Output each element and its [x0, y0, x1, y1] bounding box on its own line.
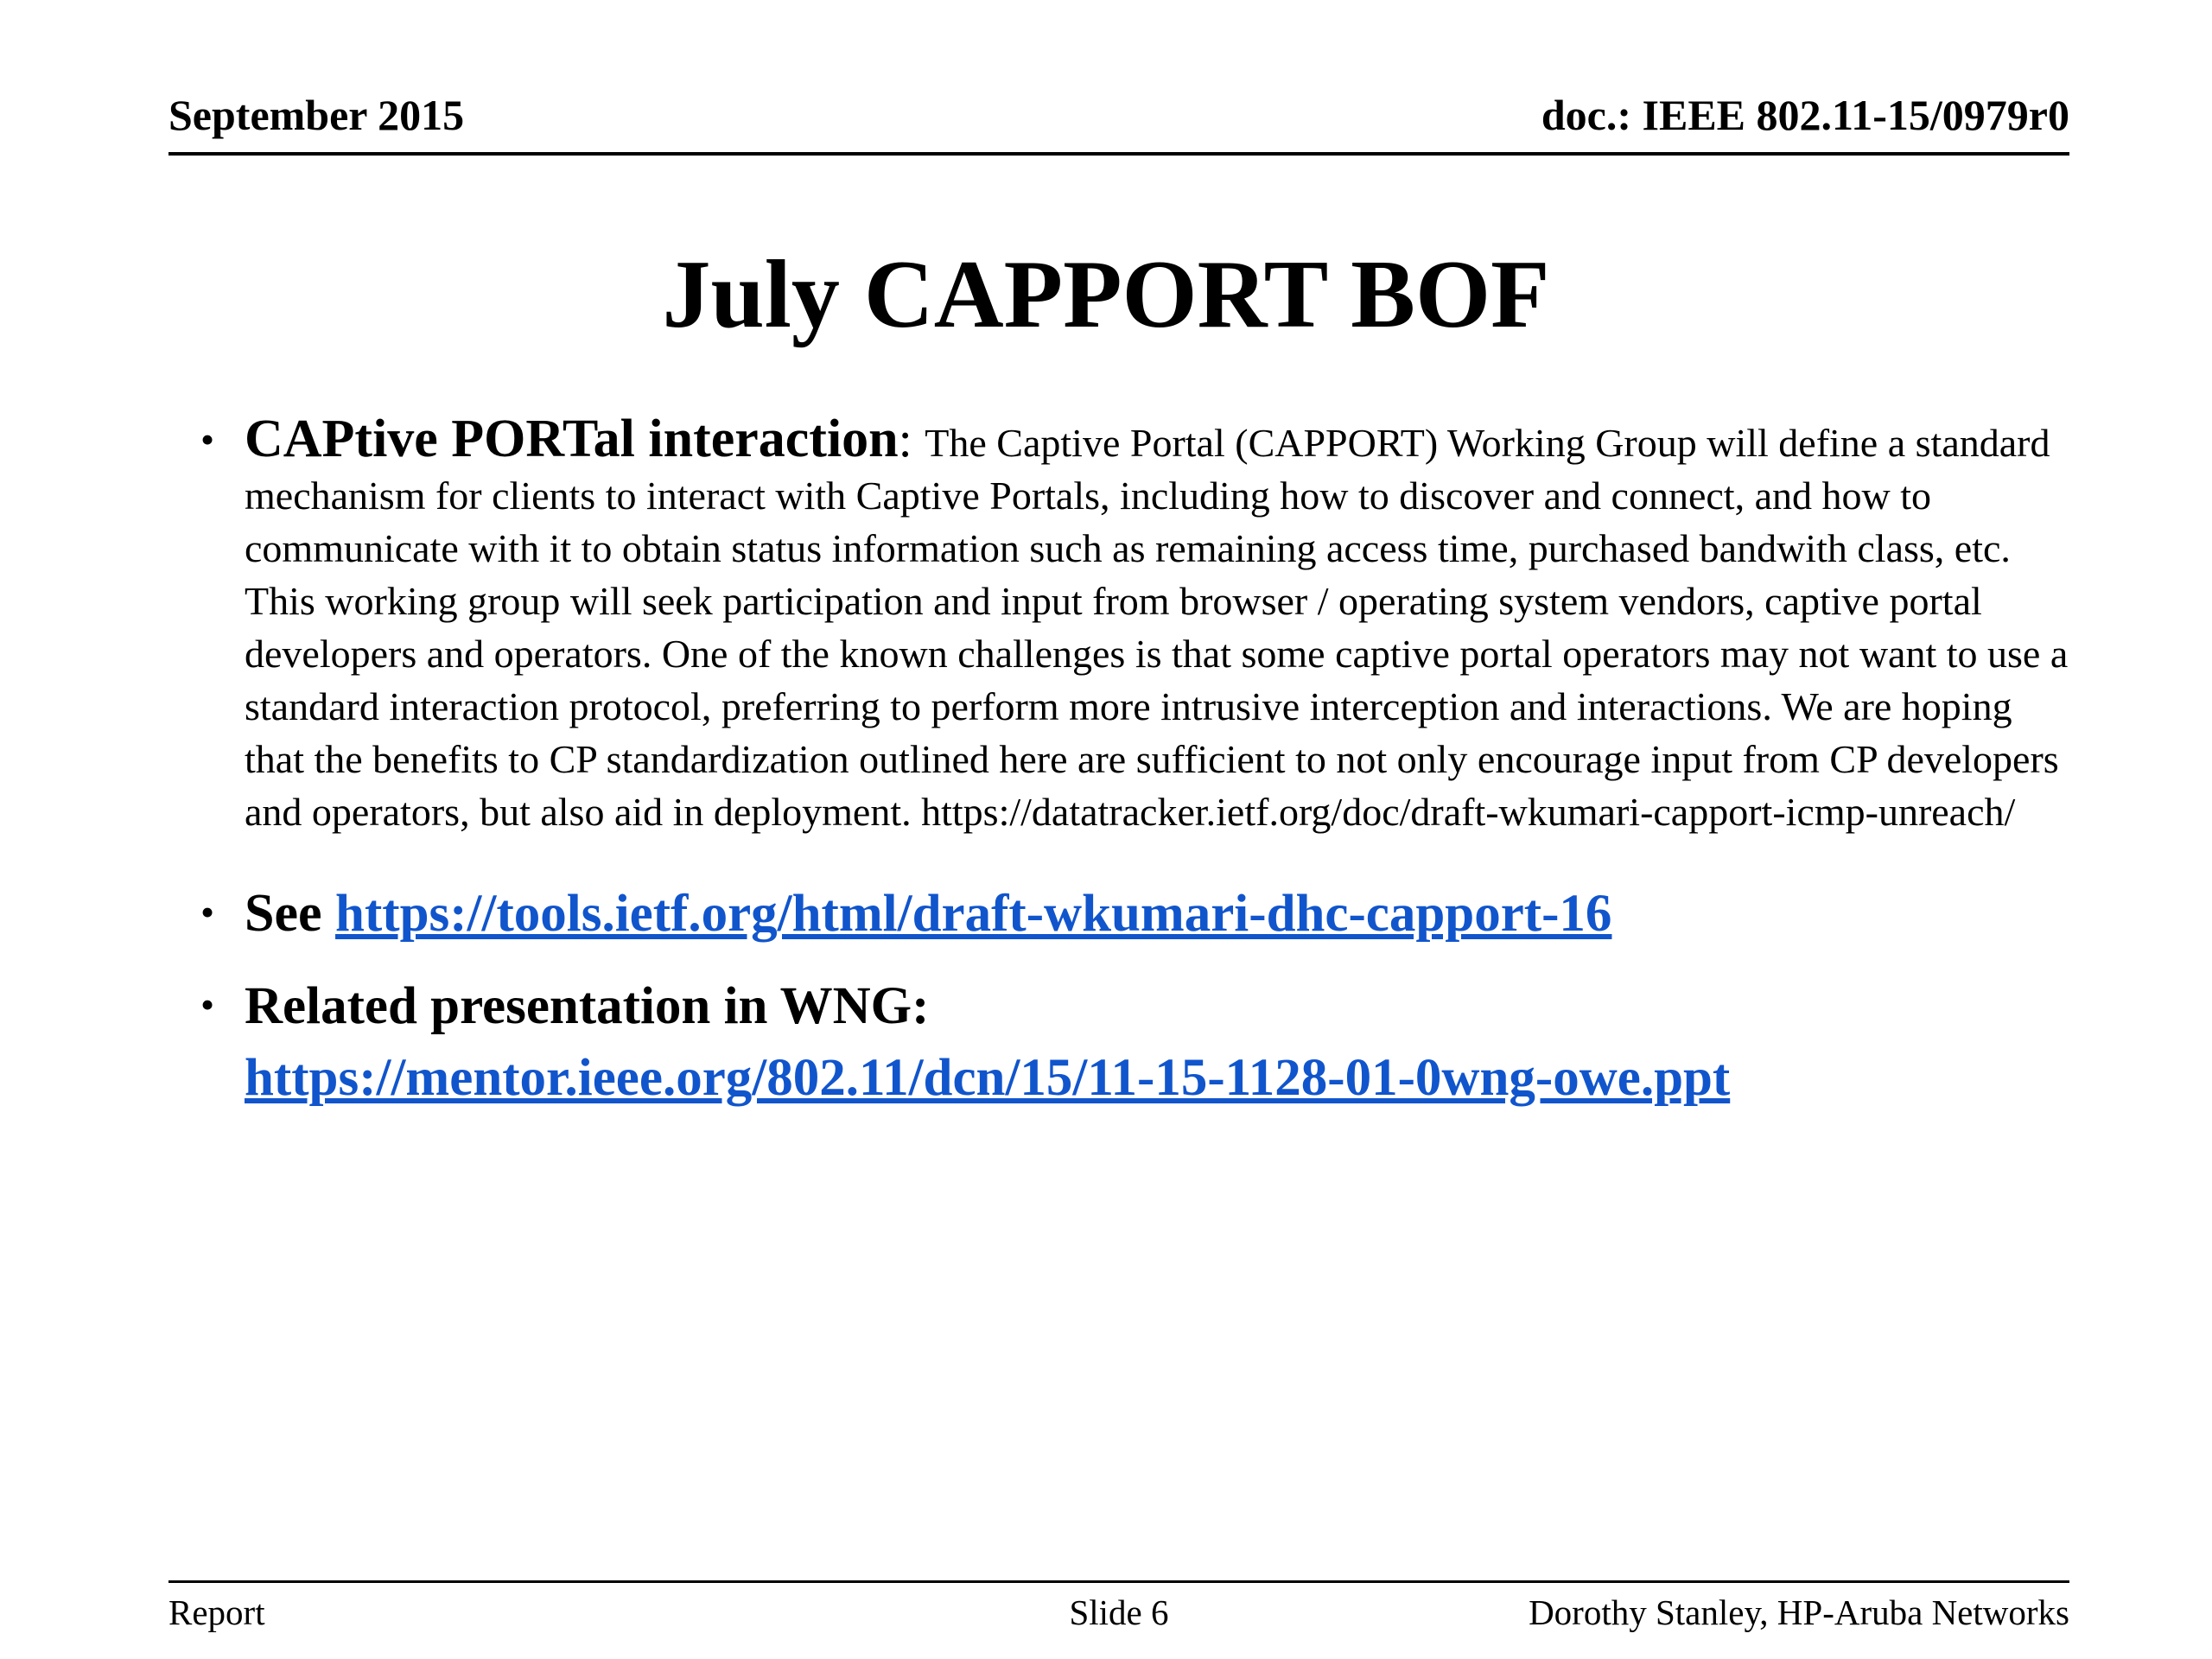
bullet-related-presentation	[168, 970, 2074, 1114]
header-date: September 2015	[168, 91, 465, 139]
header-doc-number: doc.: IEEE 802.11-15/0979r0	[1541, 91, 2069, 139]
slide-header	[168, 90, 2069, 156]
slide-footer	[168, 1580, 2069, 1641]
bullet-see-lead: See	[245, 884, 336, 943]
wng-presentation-link[interactable]: https://mentor.ieee.org/802.11/dcn/15/11-15-1128-01-0wng-owe.ppt	[245, 1049, 1731, 1107]
bullet-see-text	[245, 878, 2074, 950]
bullet-capport-text	[245, 410, 2074, 838]
bullet-capport-lead: CAPtive PORTal interaction	[245, 410, 899, 468]
bullet-see-link	[168, 878, 2074, 950]
footer-slide-number: Slide 6	[1069, 1592, 1169, 1632]
footer-author: Dorothy Stanley, HP-Aruba Networks	[1529, 1592, 2069, 1632]
slide-title: July CAPPORT BOF	[662, 241, 1550, 348]
bullet-marker: •	[200, 982, 215, 1027]
bullet-marker: •	[200, 890, 215, 934]
bullet-marker: •	[200, 417, 215, 461]
bullet-capport-interaction	[168, 410, 2074, 838]
footer-report-label: Report	[168, 1592, 265, 1632]
bullet-related-text	[245, 970, 2074, 1114]
dhc-capport-draft-link[interactable]: https://tools.ietf.org/html/draft-wkumari-dhc-capport-16	[335, 885, 1612, 943]
bullet-related-lead: Related presentation in WNG:	[245, 977, 930, 1035]
slide-content	[168, 410, 2074, 1114]
bullet-capport-separator: :	[898, 411, 925, 467]
bullet-capport-body: The Captive Portal (CAPPORT) Working Group will define a standard mechanism for clients to interact with Captive Portals, including how to discover and connect, and how to communicate with it to obtain status information such as remaining access time, purchased bandwith class, etc. This working group will seek participation and input from browser / operating system vendors, captive portal developers and operators. One of the known challenges is that some captive portal operators may not want to use a standard interaction protocol, preferring to perform more intrusive interception and interactions. We are hoping that the benefits to CP standardization outlined here are sufficient to not only encourage input from CP developers and operators, but also aid in deployment. https://datatracker.ietf.org/doc/draft-wkumari-capport-icmp-unreach/	[245, 421, 2069, 834]
